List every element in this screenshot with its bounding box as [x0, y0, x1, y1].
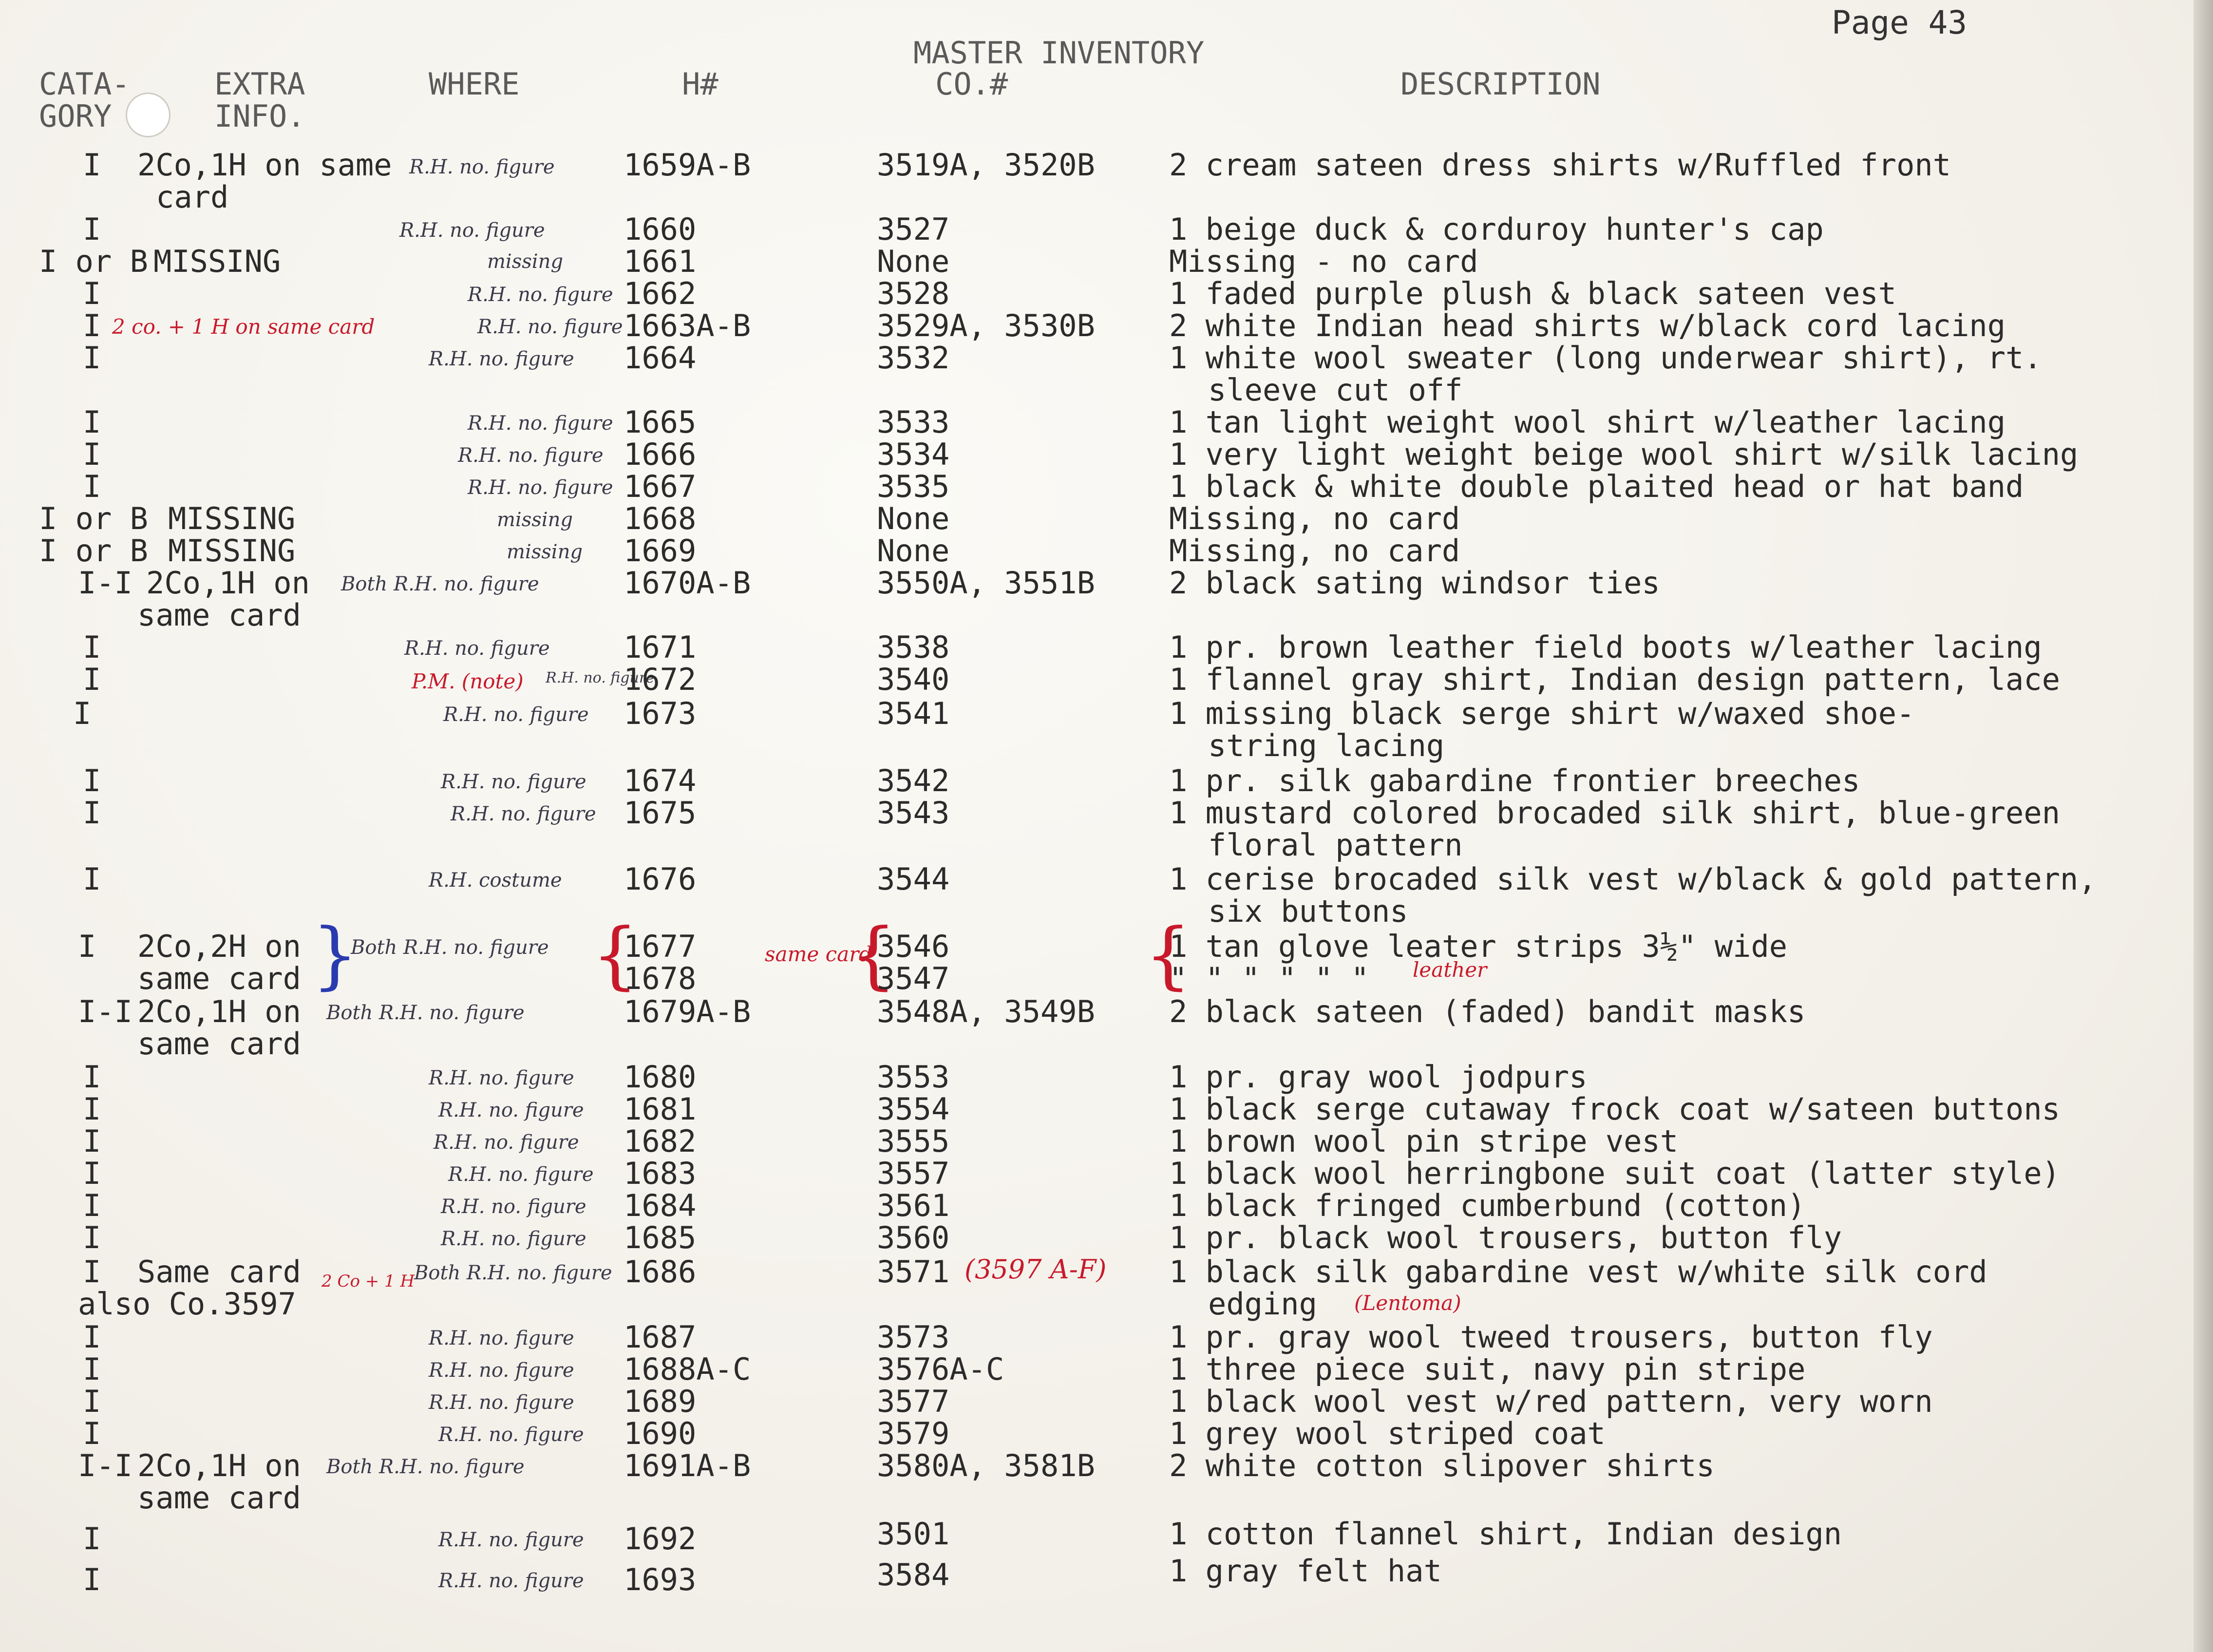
row-category: I — [78, 929, 96, 964]
row-h-number: 1689 — [624, 1384, 697, 1419]
row-co-number: 3532 — [877, 340, 950, 376]
row-description: 1 beige duck & corduroy hunter's cap — [1169, 211, 1824, 247]
row-category: I — [83, 1416, 101, 1451]
row-description-2: edging — [1208, 1286, 1317, 1322]
row-h-number: 1676 — [624, 861, 697, 897]
row-co-number: 3554 — [877, 1091, 950, 1127]
row-extra-info: MISSING — [168, 533, 296, 569]
row-description: 2 white Indian head shirts w/black cord lacing — [1169, 308, 2006, 343]
row-co-number: 3546 — [877, 929, 950, 964]
row-h-number: 1683 — [624, 1156, 697, 1191]
row-category: I — [83, 1384, 101, 1419]
row-category: I or B — [39, 501, 148, 536]
row-where-note: R.H. no. figure — [429, 1067, 574, 1089]
row-h-number: 1664 — [624, 340, 697, 376]
row-category: I — [83, 1562, 101, 1597]
row-category: I — [83, 763, 101, 798]
header-category-2: GORY — [39, 98, 112, 134]
row-co-number: 3542 — [877, 763, 950, 798]
row-h-number: 1665 — [624, 404, 697, 440]
row-where-note: missing — [507, 541, 583, 563]
page-title: MASTER INVENTORY — [913, 35, 1205, 71]
row-where-note: R.H. no. figure — [468, 284, 613, 306]
row-category: I — [83, 469, 101, 504]
row-category: I-I — [78, 994, 132, 1029]
row-extra-info: 2Co,1H on same — [137, 147, 392, 183]
row-category: I — [83, 1091, 101, 1127]
row-h-number: 1672 — [624, 662, 697, 697]
row-extra-info-2: also Co.3597 — [78, 1286, 296, 1322]
row-description: 1 faded purple plush & black sateen vest — [1169, 276, 1897, 311]
row-extra-info-2: same card — [137, 1480, 301, 1516]
row-co-number: 3540 — [877, 662, 950, 697]
punch-hole — [126, 93, 170, 137]
row-description: 1 pr. gray wool tweed trousers, button fly — [1169, 1319, 1933, 1355]
paper-edge — [2194, 0, 2213, 1652]
row-description: 1 black serge cutaway frock coat w/sateen buttons — [1169, 1091, 2061, 1127]
row-extra-info: Same card — [137, 1254, 301, 1290]
row-h-number: 1659A-B — [624, 147, 751, 183]
row-description: 1 black fringed cumberbund (cotton) — [1169, 1188, 1806, 1223]
header-co-number: CO.# — [935, 66, 1008, 102]
row-where-note: R.H. no. figure — [429, 1391, 574, 1414]
row-co-number: 3541 — [877, 696, 950, 731]
row-where-note: R.H. no. figure — [399, 219, 545, 242]
row-co-number: 3519A, 3520B — [877, 147, 1095, 183]
row-co-number: 3501 — [877, 1516, 950, 1552]
row-co-number: 3580A, 3581B — [877, 1448, 1095, 1483]
row-extra-info-2: card — [156, 179, 229, 215]
row-description: " " " " " " — [1169, 961, 1369, 996]
row-co-number: None — [877, 244, 950, 279]
row-h-number: 1674 — [624, 763, 697, 798]
row-category: I — [83, 1220, 101, 1255]
row-where-note: R.H. no. figure — [404, 637, 550, 660]
row-co-number: None — [877, 533, 950, 569]
row-category: I or B — [39, 533, 148, 569]
row-h-number: 1690 — [624, 1416, 697, 1451]
row-category: I — [83, 1059, 101, 1095]
row-description-2: string lacing — [1208, 728, 1445, 763]
row-description: Missing, no card — [1169, 533, 1460, 569]
row-extra-info: 2Co,1H on — [137, 994, 301, 1029]
row-where-note: R.H. no. figure — [438, 1099, 584, 1121]
row-where-note: R.H. no. figure — [441, 1196, 586, 1218]
row-description-2: six buttons — [1208, 893, 1408, 929]
row-description: 1 tan light weight wool shirt w/leather lacing — [1169, 404, 2006, 440]
row-where-note: R.H. no. figure — [438, 1529, 584, 1551]
row-category: I-I — [78, 1448, 132, 1483]
row-where-note: R.H. no. figure — [429, 1327, 574, 1349]
row-h-number: 1666 — [624, 437, 697, 472]
row-description: Missing, no card — [1169, 501, 1460, 536]
header-extra-2: INFO. — [214, 98, 305, 134]
blue-brace: } — [312, 913, 359, 998]
row-h-number: 1662 — [624, 276, 697, 311]
row-description: 1 cerise brocaded silk vest w/black & gold pattern, — [1169, 861, 2097, 897]
row-description: 1 black wool herringbone suit coat (latter style) — [1169, 1156, 2061, 1191]
row-co-number: 3535 — [877, 469, 950, 504]
row-co-number: 3576A-C — [877, 1351, 1004, 1387]
red-annotation-1663: 2 co. + 1 H on same card — [112, 315, 375, 339]
row-description: 1 tan glove leater strips 3½" wide — [1169, 929, 1788, 964]
header-h-number: H# — [682, 66, 719, 102]
row-where-note: R.H. costume — [429, 869, 562, 892]
red-annotation-1672: P.M. (note) — [412, 669, 524, 693]
red-brace-co: { — [850, 913, 897, 998]
row-description: 1 cotton flannel shirt, Indian design — [1169, 1516, 1842, 1552]
row-co-number: 3557 — [877, 1156, 950, 1191]
row-category: I — [83, 404, 101, 440]
row-where-note: missing — [497, 509, 573, 531]
row-description: 1 pr. brown leather field boots w/leather lacing — [1169, 629, 2042, 665]
row-where-note: R.H. no. figure — [434, 1131, 579, 1154]
row-h-number: 1691A-B — [624, 1448, 751, 1483]
row-h-number: 1667 — [624, 469, 697, 504]
red-annotation-1686: 2 Co + 1 H — [322, 1272, 415, 1291]
row-category: I-I — [78, 565, 132, 601]
row-category: I — [83, 629, 101, 665]
row-description: 1 pr. gray wool jodpurs — [1169, 1059, 1588, 1095]
red-annotation-leather: leather — [1413, 958, 1487, 982]
row-extra-info: MISSING — [153, 244, 281, 279]
row-description: 1 grey wool striped coat — [1169, 1416, 1606, 1451]
row-category: I — [83, 795, 101, 831]
row-category: I — [73, 696, 92, 731]
row-h-number: 1675 — [624, 795, 697, 831]
row-co-number: 3527 — [877, 211, 950, 247]
row-co-number: 3571 — [877, 1254, 950, 1290]
row-description: 1 pr. silk gabardine frontier breeches — [1169, 763, 1860, 798]
row-h-number: 1660 — [624, 211, 697, 247]
row-category: I or B — [39, 244, 148, 279]
row-h-number: 1677 — [624, 929, 697, 964]
row-co-number: 3538 — [877, 629, 950, 665]
row-h-number: 1661 — [624, 244, 697, 279]
red-brace-desc: { — [1145, 913, 1192, 998]
row-where-note: missing — [487, 250, 563, 273]
row-h-number: 1681 — [624, 1091, 697, 1127]
row-h-number: 1685 — [624, 1220, 697, 1255]
row-co-number: 3553 — [877, 1059, 950, 1095]
row-description: 2 cream sateen dress shirts w/Ruffled front — [1169, 147, 1951, 183]
row-category: I — [83, 1521, 101, 1557]
row-where-note: R.H. no. figure — [438, 1424, 584, 1446]
row-co-number: 3528 — [877, 276, 950, 311]
row-category: I — [83, 276, 101, 311]
row-co-number: 3561 — [877, 1188, 950, 1223]
row-where-note: Both R.H. no. figure — [326, 1456, 525, 1478]
row-h-number: 1680 — [624, 1059, 697, 1095]
row-where-note: R.H. no. figure — [441, 771, 586, 793]
row-description: 1 missing black serge shirt w/waxed shoe- — [1169, 696, 1915, 731]
row-where-note: R.H. no. figure — [438, 1570, 584, 1592]
row-description: 1 three piece suit, navy pin stripe — [1169, 1351, 1806, 1387]
row-where-note: R.H. no. figure — [429, 348, 574, 370]
row-description-2: floral pattern — [1208, 827, 1463, 863]
row-where-note: Both R.H. no. figure — [414, 1262, 612, 1284]
row-co-number: 3544 — [877, 861, 950, 897]
row-co-number: 3573 — [877, 1319, 950, 1355]
row-h-number: 1682 — [624, 1123, 697, 1159]
red-annotation-edging: (Lentoma) — [1354, 1291, 1461, 1315]
row-category: I — [83, 1123, 101, 1159]
row-h-number: 1693 — [624, 1562, 697, 1597]
row-h-number: 1669 — [624, 533, 697, 569]
row-where-note: Both R.H. no. figure — [351, 936, 549, 959]
row-where-note: Both R.H. no. figure — [341, 573, 539, 595]
page-number: Page 43 — [1832, 4, 1967, 41]
header-description: DESCRIPTION — [1400, 66, 1601, 102]
row-extra-info: 2Co,1H on — [137, 1448, 301, 1483]
row-category: I — [83, 662, 101, 697]
row-co-number: 3529A, 3530B — [877, 308, 1095, 343]
row-co-number: 3579 — [877, 1416, 950, 1451]
row-extra-info: 2Co,2H on — [137, 929, 301, 964]
row-co-number: 3577 — [877, 1384, 950, 1419]
header-where: WHERE — [429, 66, 520, 102]
row-description: 1 black & white double plaited head or hat band — [1169, 469, 2024, 504]
red-annotation-co-3597: (3597 A-F) — [965, 1254, 1107, 1285]
row-category: I — [83, 1156, 101, 1191]
row-where-note: R.H. no. figure — [468, 476, 613, 499]
row-co-number: 3584 — [877, 1557, 950, 1593]
row-where-note: R.H. no. figure — [546, 669, 655, 686]
red-annotation-same-card: same card — [765, 942, 872, 966]
row-h-number: 1687 — [624, 1319, 697, 1355]
row-h-number: 1668 — [624, 501, 697, 536]
row-category: I — [83, 211, 101, 247]
row-co-number: 3550A, 3551B — [877, 565, 1095, 601]
row-description: 2 black sateen (faded) bandit masks — [1169, 994, 1806, 1029]
row-h-number: 1671 — [624, 629, 697, 665]
row-description: 1 pr. black wool trousers, button fly — [1169, 1220, 1842, 1255]
row-category: I — [83, 1351, 101, 1387]
row-extra-info: 2Co,1H on — [146, 565, 310, 601]
row-where-note: R.H. no. figure — [477, 316, 623, 338]
header-category-1: CATA- — [39, 66, 130, 102]
row-where-note: R.H. no. figure — [451, 803, 596, 825]
row-h-number: 1686 — [624, 1254, 697, 1290]
row-where-note: R.H. no. figure — [468, 412, 613, 435]
row-category: I — [83, 340, 101, 376]
row-category: I — [83, 861, 101, 897]
row-h-number: 1663A-B — [624, 308, 751, 343]
row-where-note: Both R.H. no. figure — [326, 1002, 525, 1024]
row-h-number: 1678 — [624, 961, 697, 996]
row-description: 1 very light weight beige wool shirt w/silk lacing — [1169, 437, 2079, 472]
row-co-number: 3543 — [877, 795, 950, 831]
row-description-2: sleeve cut off — [1208, 372, 1463, 408]
row-extra-info-2: same card — [137, 1026, 301, 1062]
row-co-number: 3534 — [877, 437, 950, 472]
row-category: I — [83, 308, 101, 343]
row-description: 1 gray felt hat — [1169, 1553, 1442, 1589]
row-h-number: 1673 — [624, 696, 697, 731]
row-description: 1 flannel gray shirt, Indian design pattern, lace — [1169, 662, 2061, 697]
row-where-note: R.H. no. figure — [443, 703, 589, 726]
row-description: 1 mustard colored brocaded silk shirt, blue-green — [1169, 795, 2061, 831]
row-where-note: R.H. no. figure — [448, 1163, 594, 1186]
row-co-number: None — [877, 501, 950, 536]
row-category: I — [83, 147, 101, 183]
row-where-note: R.H. no. figure — [429, 1359, 574, 1382]
row-category: I — [83, 1188, 101, 1223]
row-category: I — [83, 437, 101, 472]
row-where-note: R.H. no. figure — [441, 1228, 586, 1250]
row-h-number: 1670A-B — [624, 565, 751, 601]
row-description: 2 black sating windsor ties — [1169, 565, 1660, 601]
row-h-number: 1679A-B — [624, 994, 751, 1029]
row-description: 1 black silk gabardine vest w/white silk cord — [1169, 1254, 1987, 1290]
row-extra-info: MISSING — [168, 501, 296, 536]
row-description: 1 white wool sweater (long underwear shirt), rt. — [1169, 340, 2042, 376]
row-description: 2 white cotton slipover shirts — [1169, 1448, 1715, 1483]
row-co-number: 3560 — [877, 1220, 950, 1255]
row-where-note: R.H. no. figure — [409, 156, 555, 178]
row-co-number: 3555 — [877, 1123, 950, 1159]
row-category: I — [83, 1254, 101, 1290]
row-co-number: 3547 — [877, 961, 950, 996]
row-description: 1 brown wool pin stripe vest — [1169, 1123, 1679, 1159]
row-where-note: R.H. no. figure — [458, 444, 604, 467]
header-extra-1: EXTRA — [214, 66, 305, 102]
row-extra-info-2: same card — [137, 961, 301, 996]
row-co-number: 3548A, 3549B — [877, 994, 1095, 1029]
row-extra-info-2: same card — [137, 597, 301, 633]
row-h-number: 1692 — [624, 1521, 697, 1557]
row-description: Missing - no card — [1169, 244, 1478, 279]
row-category: I — [83, 1319, 101, 1355]
row-co-number: 3533 — [877, 404, 950, 440]
row-h-number: 1684 — [624, 1188, 697, 1223]
red-brace-left: { — [592, 913, 639, 998]
row-h-number: 1688A-C — [624, 1351, 751, 1387]
row-description: 1 black wool vest w/red pattern, very worn — [1169, 1384, 1933, 1419]
